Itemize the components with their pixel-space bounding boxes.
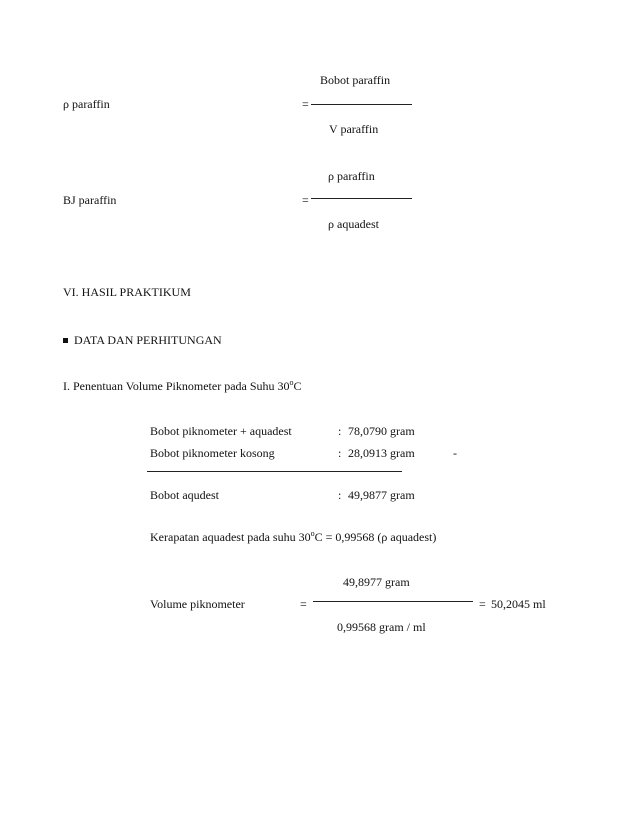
formula2-fraction-bar [311,198,412,199]
volume-numerator: 49,8977 gram [343,575,410,589]
section-heading: VI. HASIL PRAKTIKUM [63,285,191,299]
density-suffix: C = 0,99568 (ρ aquadest) [314,530,437,544]
row2-label: Bobot piknometer kosong [150,446,275,460]
result-value: 49,9877 gram [348,488,415,502]
row2-value: 28,0913 gram [348,446,415,460]
density-prefix: Kerapatan aquadest pada suhu 30 [150,530,311,544]
square-bullet-icon [63,338,68,343]
part1-title-prefix: I. Penentuan Volume Piknometer pada Suhu 30 [63,379,290,393]
part1-title [63,379,302,393]
density-line [150,530,436,544]
part1-title-suffix: C [293,379,302,393]
density-degree: o [310,529,315,538]
volume-result: 50,2045 ml [491,597,546,611]
formula1-numerator: Bobot paraffin [320,73,391,87]
row1-label: Bobot piknometer + aquadest [150,424,292,438]
subheading-text: DATA DAN PERHITUNGAN [74,333,222,347]
subtraction-rule [147,471,402,472]
formula2-denominator: ρ aquadest [328,217,379,231]
formula2-lhs: BJ paraffin [63,193,117,207]
volume-equals: = [300,597,307,611]
result-label: Bobot aqudest [150,488,219,502]
formula1-lhs: ρ paraffin [63,97,110,111]
row1-sep: : [338,424,342,438]
row2-sep: : [338,446,342,460]
part1-title-degree: o [289,378,294,387]
volume-fraction-bar [313,601,473,602]
result-sep: : [338,488,342,502]
volume-denominator: 0,99568 gram / ml [337,620,426,634]
subheading [63,333,222,347]
minus-sign: - [453,446,457,460]
formula2-numerator: ρ paraffin [328,169,375,183]
volume-result-equals: = [479,597,486,611]
formula1-fraction-bar [311,104,412,105]
volume-label: Volume piknometer [150,597,245,611]
formula1-denominator: V paraffin [329,122,379,136]
formula2-equals: = [302,193,309,207]
formula1-equals: = [302,97,309,111]
row1-value: 78,0790 gram [348,424,415,438]
